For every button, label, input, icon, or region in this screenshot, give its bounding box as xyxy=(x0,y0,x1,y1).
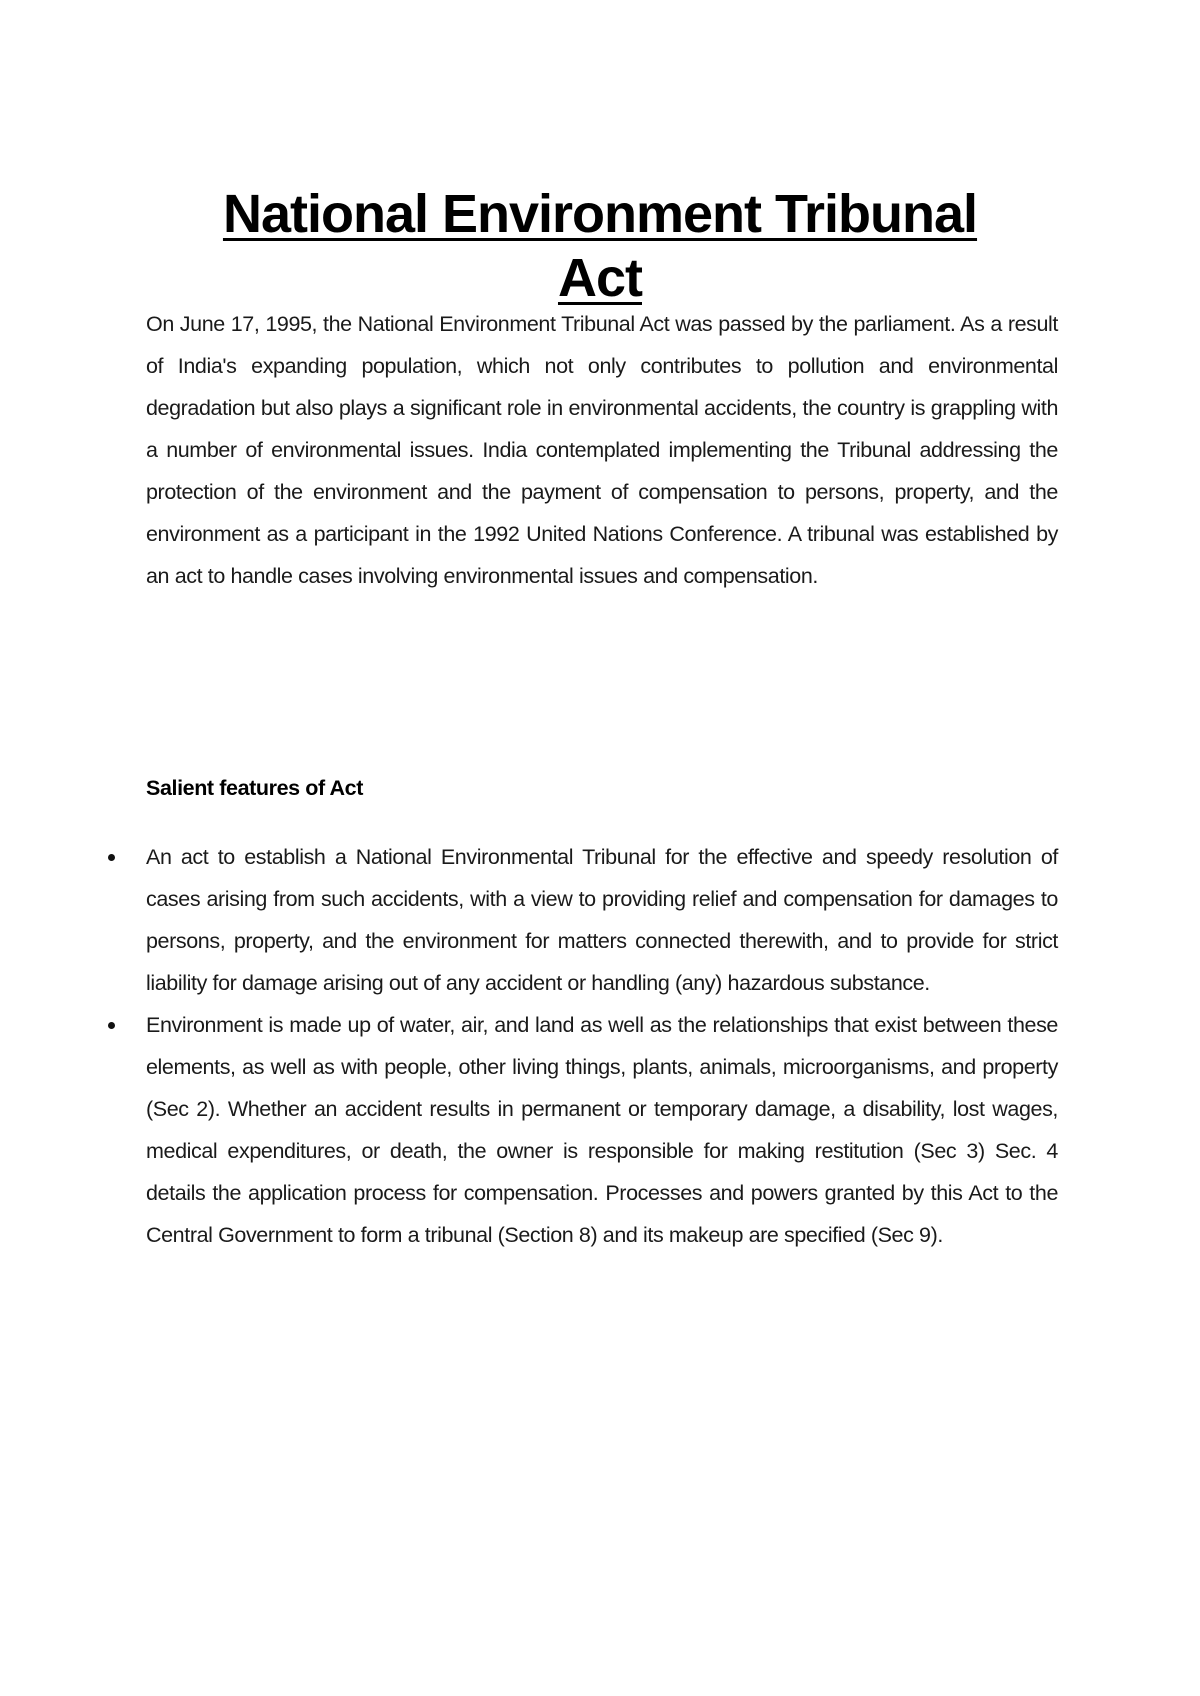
intro-paragraph: On June 17, 1995, the National Environment Tribunal Act was passed by the parliament. As a result of India's expanding population, which not only contributes to pollution and environmental degradation but also plays a significant role in environmental accidents, the country is grappling with a number of environmental issues. India contemplated implementing the Tribunal addressing the protection of the environment and the payment of compensation to persons, property, and the environment as a participant in the 1992 United Nations Conference. A tribunal was established by an act to handle cases involving environmental issues and compensation. xyxy=(146,312,1058,588)
title-line-2: Act xyxy=(557,248,642,309)
feature-item xyxy=(146,1004,1058,1256)
feature-item xyxy=(146,836,1058,1004)
document-title xyxy=(0,182,1200,310)
feature-text: Environment is made up of water, air, and land as well as the relationships that exist between these elements, as well as with people, other living things, plants, animals, microorganisms, and property (Sec 2). Whether an accident results in permanent or temporary damage, a disability, lost wages, medical expenditures, or death, the owner is responsible for making restitution (Sec 3) Sec. 4 details the application process for compensation. Processes and powers granted by this Act to the Central Government to form a tribunal (Section 8) and its makeup are specified (Sec 9). xyxy=(146,1013,1058,1247)
title-line-1: National Environment Tribunal xyxy=(222,184,978,245)
feature-text: An act to establish a National Environmental Tribunal for the effective and speedy resolution of cases arising from such accidents, with a view to providing relief and compensation for damages to persons, property, and the environment for matters connected therewith, and to provide for strict liability for damage arising out of any accident or handling (any) hazardous substance. xyxy=(146,845,1058,995)
features-list xyxy=(146,836,1058,1256)
bullet-icon xyxy=(108,1022,115,1029)
bullet-icon xyxy=(108,854,115,861)
section-heading: Salient features of Act xyxy=(146,776,364,800)
